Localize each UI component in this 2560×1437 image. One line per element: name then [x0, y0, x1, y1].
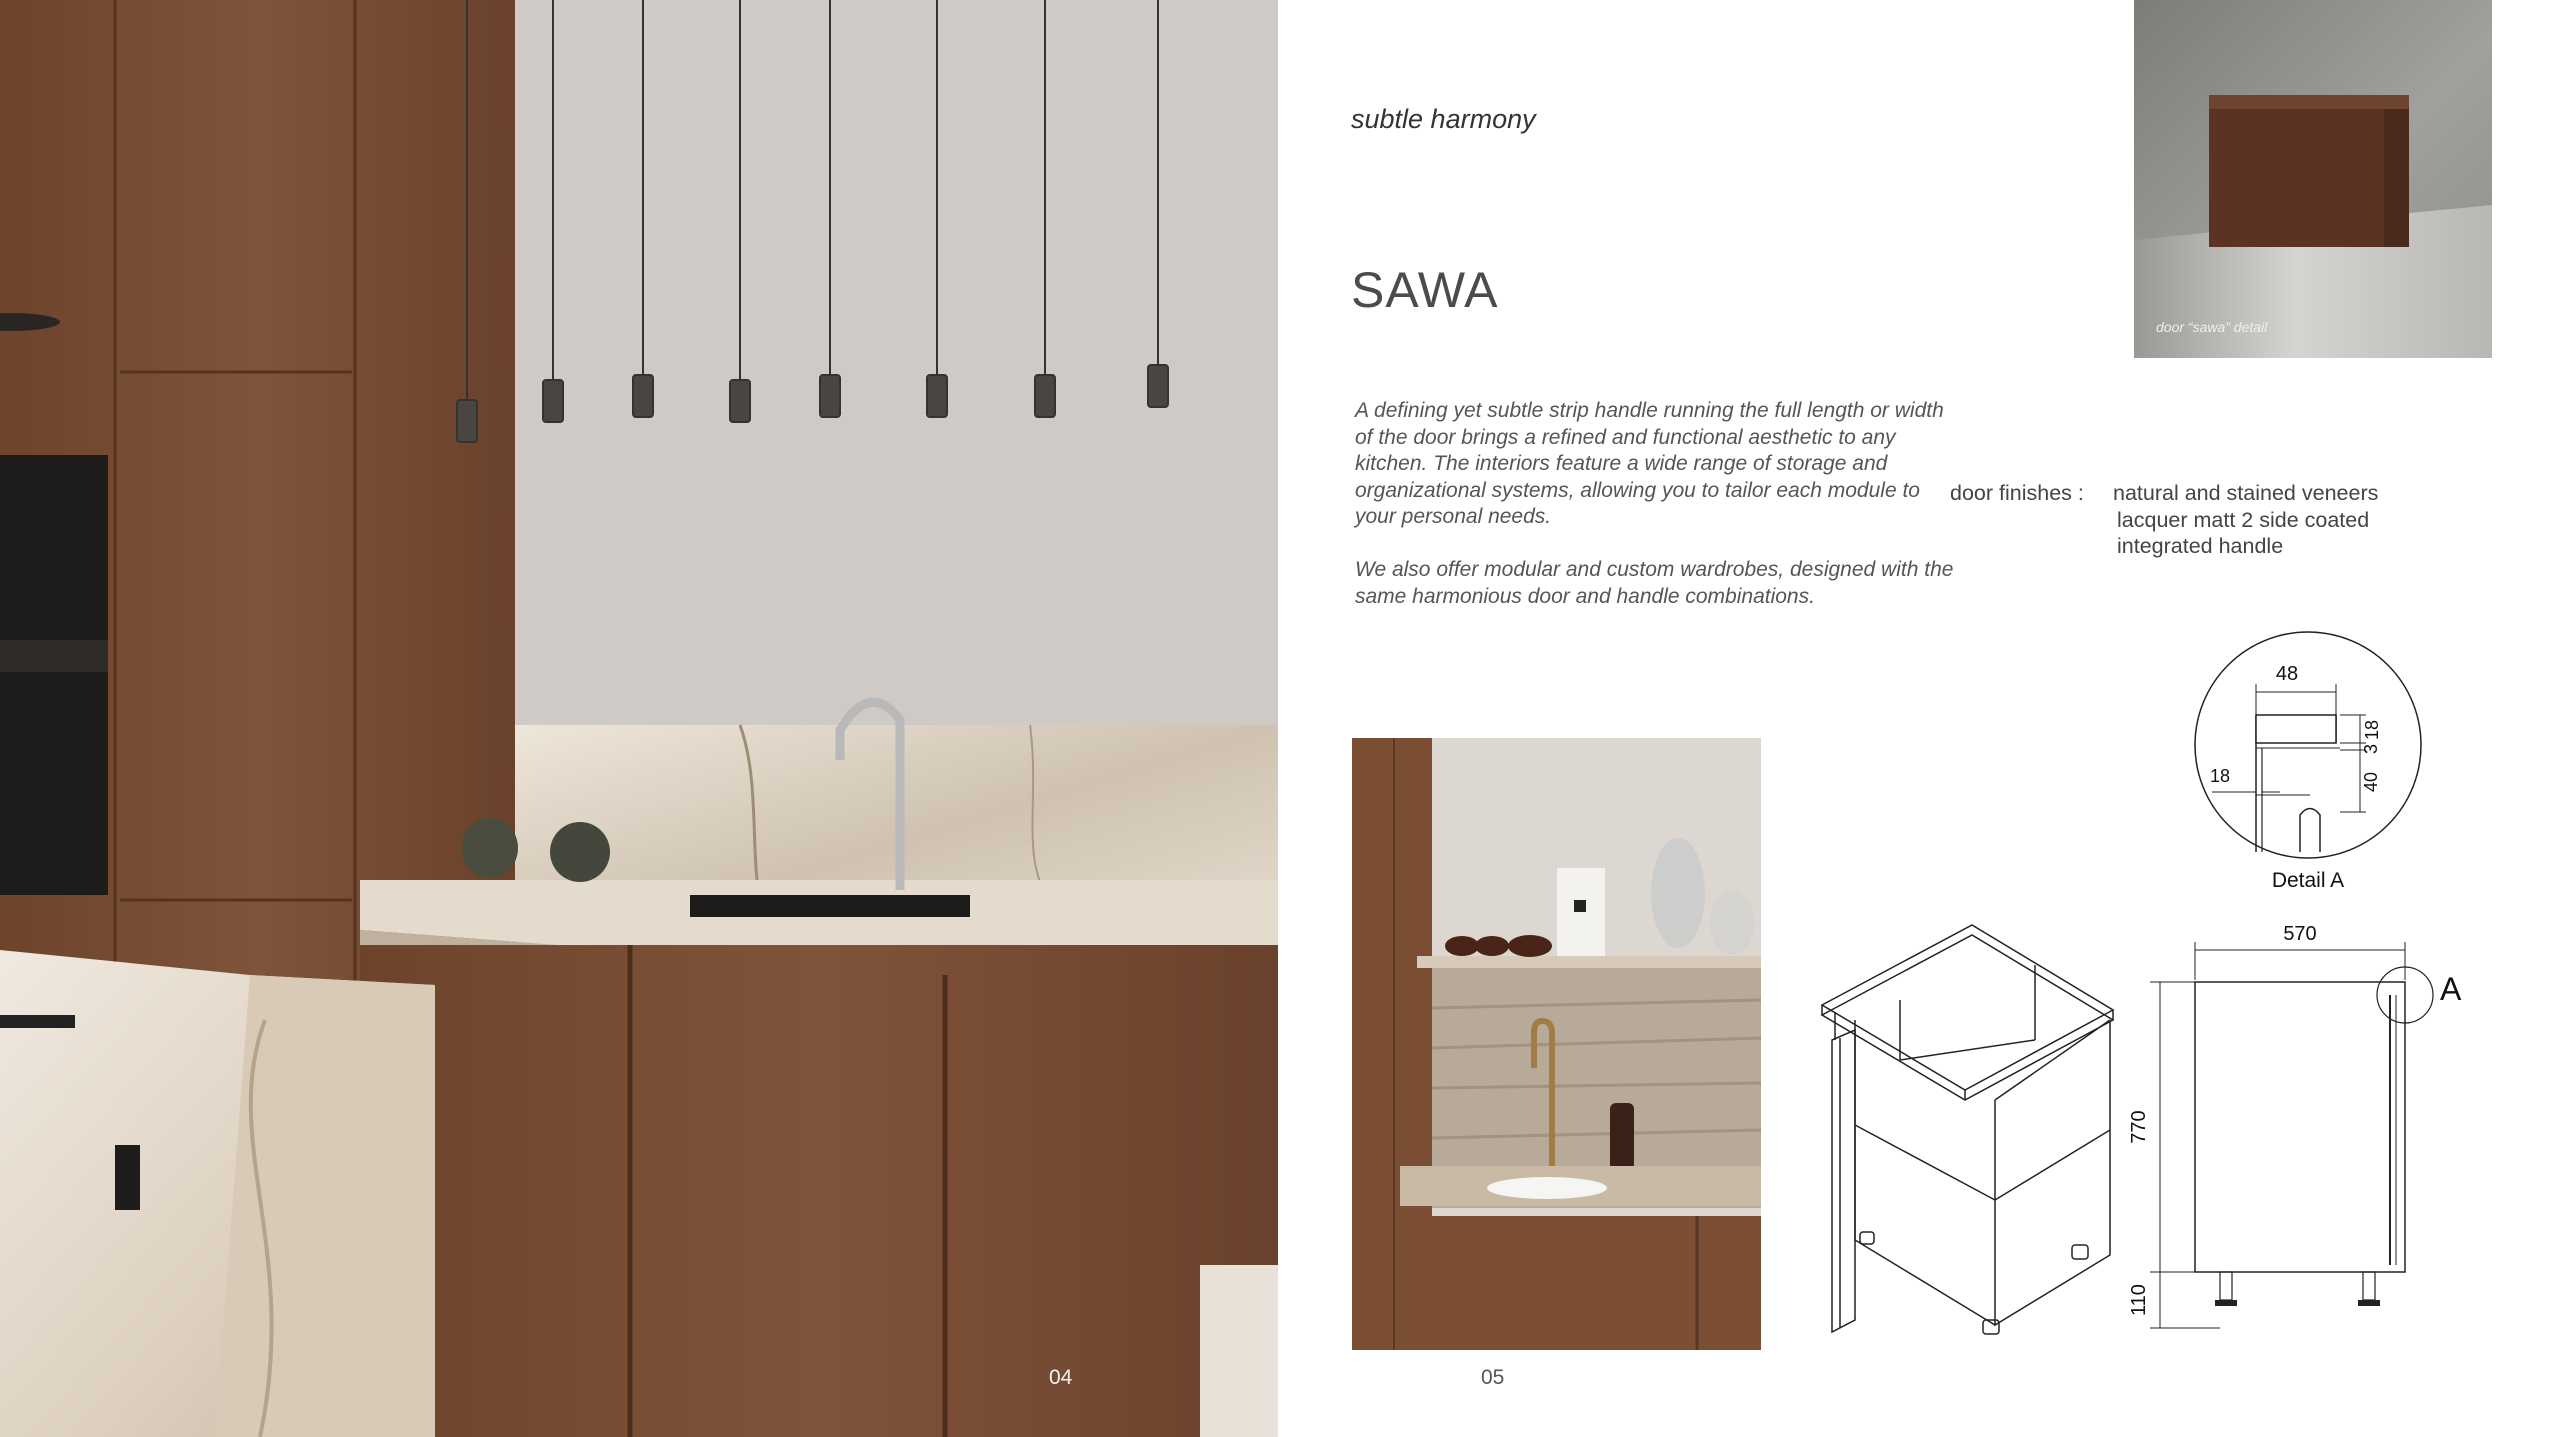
detail-photo-caption: door “sawa” detail — [2156, 319, 2268, 335]
description — [1355, 398, 1955, 637]
description-paragraph: A defining yet subtle strip handle running the full length or width of the door brings a refined and functional aesthetic to any kitchen. The interiors feature a wide range of storage and organizational systems, allowing you to tailor each module to your personal needs. — [1355, 399, 1944, 528]
page-number-right: 05 — [1481, 1366, 1505, 1389]
dim-side-panel: 18 — [2209, 766, 2231, 786]
cabinet-isometric — [1822, 925, 2113, 1334]
cabinet-technical-drawing — [1800, 620, 2480, 1340]
sink-photo — [1352, 738, 1761, 1350]
dim-cabinet-height: 770 — [2128, 1110, 2150, 1144]
subtitle: subtle harmony — [1351, 104, 1536, 134]
dim-handle-width: 48 — [2275, 663, 2299, 685]
finish-item: integrated handle — [2117, 534, 2284, 558]
description-paragraph: We also offer modular and custom wardrobes, designed with the same harmonious door and handle combinations. — [1355, 558, 1954, 608]
page-title: SAWA — [1351, 262, 1499, 318]
detail-a-label: Detail A — [2271, 869, 2345, 892]
finishes-label: door finishes : — [1950, 481, 2084, 505]
cabinet-front-elevation — [2128, 923, 2462, 1328]
finish-item: natural and stained veneers — [2113, 481, 2379, 505]
door-detail-photo — [2134, 0, 2492, 358]
dim-cabinet-width: 570 — [2283, 923, 2317, 945]
detail-marker: A — [2440, 971, 2462, 1007]
dim-top-gap: 18 — [2362, 719, 2382, 741]
finish-item: lacquer matt 2 side coated — [2117, 507, 2370, 532]
page-number-left: 04 — [1049, 1366, 1073, 1389]
dim-handle-depth: 40 — [2361, 771, 2381, 793]
detail-a-circle — [2195, 632, 2421, 858]
finishes-list — [2113, 480, 2378, 560]
kitchen-photo — [0, 0, 1278, 1437]
dim-reveal: 3 — [2361, 743, 2381, 755]
dim-plinth-height: 110 — [2128, 1284, 2150, 1316]
